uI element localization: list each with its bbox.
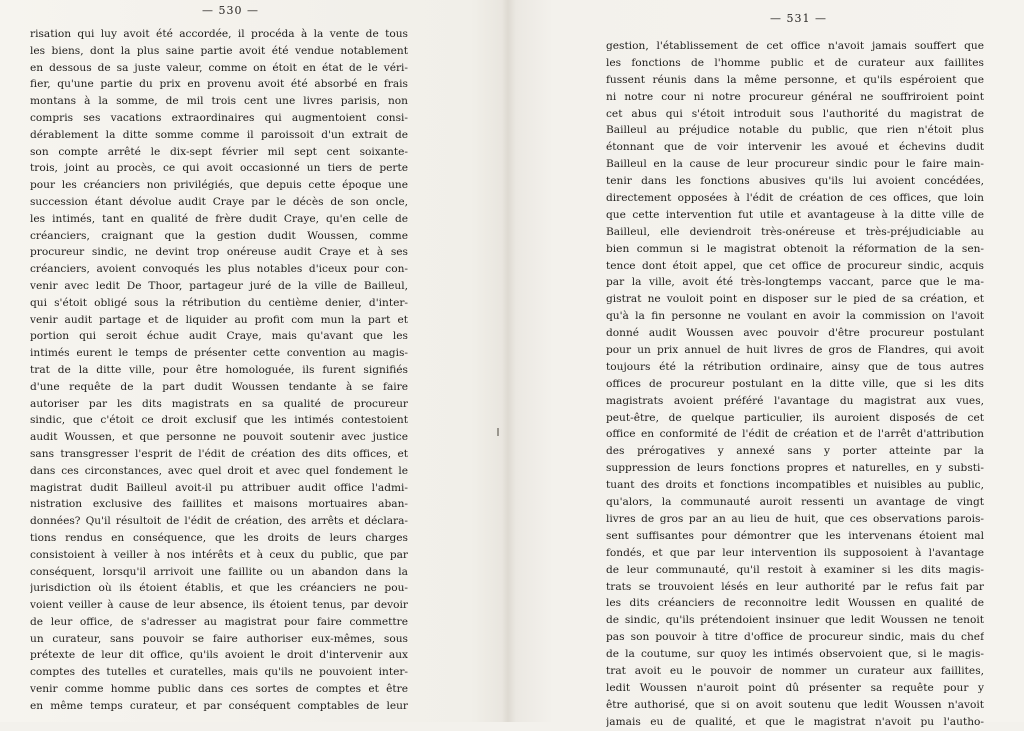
- text-line: qui s'étoit obligé sous la rétribution du centième denier, d'inter-: [30, 296, 408, 309]
- left-page-number: — 530 —: [202, 4, 259, 17]
- text-line: pas son pouvoir à titre d'office de procureur sindic, mais du chef: [606, 631, 984, 644]
- text-line: les dits créanciers de reconnoitre ledit Woussen en qualité de: [606, 597, 984, 610]
- text-line: qu'alors, la communauté auroit ressenti un avantage de vingt: [606, 496, 984, 509]
- text-line: tenir dans les fonctions abusives qu'ils lui avoient concédées,: [606, 175, 984, 188]
- right-page-text: [606, 38, 984, 731]
- text-line: bien commun si le magistrat obtenoit la réformation de la sen-: [606, 242, 984, 255]
- text-line: gestion, l'établissement de cet office n'avoit jamais souffert que: [606, 40, 984, 52]
- text-line: un curateur, sans pouvoir se faire authoriser eux-mêmes, sous: [30, 632, 408, 645]
- text-line: peut-être, de quelque particulier, ils auroient disposés de cet: [606, 411, 984, 424]
- text-line: directement opposées à l'édit de création de ces offices, que loin: [606, 192, 984, 205]
- text-line: succession étant dévolue audit Craye par le décès de son oncle,: [30, 195, 408, 208]
- text-line: trois, joint au procès, ce qui avoit occasionné un tiers de perte: [30, 162, 408, 175]
- text-line: pour les créanciers non privilégiés, que depuis cette époque une: [30, 179, 408, 192]
- text-line: d'une requête de la part dudit Woussen tendante à se faire: [30, 380, 408, 393]
- text-line: autoriser par les dits magistrats en sa qualité de procureur: [30, 397, 408, 410]
- text-line: qu'à la fin personne ne voulant en avoir la commission on l'avoit: [606, 310, 984, 323]
- text-line: les fonctions de l'homme public et de curateur aux faillites: [606, 56, 984, 69]
- text-line: tions rendus en conséquence, que les droits de leurs charges: [30, 531, 408, 544]
- text-line: que cette intervention fut utile et avantageuse à la ditte ville de: [606, 208, 984, 221]
- text-line: pour un prix annuel de huit livres de gros de Flandres, qui avoit: [606, 344, 984, 357]
- text-line: fondés, et que par leur intervention ils supposoient à l'avantage: [606, 546, 984, 559]
- text-line: étonnant que de voir intervenir les avoué et échevins dudit: [606, 141, 984, 154]
- text-line: trats se trouvoient lésés en leur authorité par le refus fait par: [606, 580, 984, 593]
- text-line: portion qui seroit échue audit Craye, mais qu'avant que les: [30, 330, 408, 343]
- text-line: montans à la somme, de mil trois cent une livres parisis, non: [30, 95, 408, 108]
- text-line: office en conformité de l'édit de création et de l'arrêt d'attribution: [606, 428, 984, 441]
- text-line: sindic, que c'étoit ce droit exclusif que les intimés contestoient: [30, 414, 408, 427]
- text-line: des prérogatives y annexé sans y porter atteinte par la: [606, 445, 984, 458]
- text-line: jamais eu de qualité, et que le magistrat n'avoit pu l'autho-: [606, 715, 984, 728]
- left-page: [0, 0, 500, 722]
- text-line: compris ses vacations extraordinaires qui augmentoient consi-: [30, 111, 408, 124]
- text-line: créanciers, craignant que la gestion dudit Woussen, comme: [30, 229, 408, 242]
- text-line: jurisdiction où ils étoient établis, et que les créanciers ne pou-: [30, 582, 408, 595]
- text-line: magistrats avoient préféré l'avantage du magistrat aux vues,: [606, 394, 984, 407]
- text-line: intimés eurent le temps de présenter cette convention au magis-: [30, 347, 408, 360]
- text-line: fier, qu'une partie du prix en provenu avoit été absorbé en frais: [30, 78, 408, 91]
- text-line: comptes des tutelles et curatelles, mais qu'ils ne pouvoient inter-: [30, 666, 408, 679]
- text-line: consistoient à veiller à nos intérêts et à ceux du public, que par: [30, 548, 408, 561]
- text-line: ledit Woussen n'auroit point dû présenter sa requête pour y: [606, 681, 984, 694]
- text-line: conséquent, lorsqu'il arrivoit une faillite ou un abandon dans la: [30, 565, 408, 578]
- text-line: de la coutume, sur quoy les intimés observoient que, si le magis-: [606, 648, 984, 661]
- text-line: venir audit partage et de liquider au profit com mun la part et: [30, 313, 408, 326]
- text-line: risation qui luy avoit été accordée, il procéda à la vente de tous: [30, 28, 408, 40]
- text-line: être authorisé, que si on avoit soutenu que ledit Woussen n'avoit: [606, 698, 984, 711]
- text-line: cet abus qui s'étoit introduit sous l'authorité du magistrat de: [606, 107, 984, 120]
- text-line: trat de la ditte ville, pour être homologuée, ils furent signifiés: [30, 363, 408, 376]
- text-line: toujours été la rétribution ordinaire, ainsy que de tous autres: [606, 360, 984, 373]
- text-line: fussent réunis dans la même personne, et qu'ils espéroient que: [606, 73, 984, 86]
- text-line: Bailleul en la cause de leur procureur sindic pour le faire main-: [606, 158, 984, 171]
- left-page-text: [30, 26, 408, 715]
- text-line: les biens, dont la plus saine partie avoit été vendue notablement: [30, 44, 408, 57]
- text-line: Bailleul au préjudice notable du public, que rien n'étoit plus: [606, 124, 984, 137]
- text-line: tuant des droits et fonctions incompatibles et nuisibles au public,: [606, 479, 984, 492]
- text-line: venir comme homme public dans ces sortes de comptes et être: [30, 683, 408, 696]
- text-line: voient veiller à cause de leur absence, ils étoient tenus, par devoir: [30, 599, 408, 612]
- text-line: suppression de leurs fonctions propres et naturelles, en y substi-: [606, 462, 984, 475]
- text-line: créanciers, avoient convoqués les plus notables d'iceux pour con-: [30, 263, 408, 276]
- text-line: prétexte de leur dit office, qu'ils avoient le droit d'intervenir aux: [30, 649, 408, 662]
- text-line: les intimés, tant en qualité de frère dudit Craye, qu'en celle de: [30, 212, 408, 225]
- text-line: sent suffisantes pour démontrer que les intervenans étoient mal: [606, 529, 984, 542]
- text-line: magistrat dudit Bailleul avoit-il pu attribuer audit office l'admi-: [30, 481, 408, 494]
- text-line: dans ces circonstances, avec quel droit et avec quel fondement le: [30, 464, 408, 477]
- text-line: en dessous de sa juste valeur, comme on étoit en état de le véri-: [30, 61, 408, 74]
- text-line: nistration exclusive des faillites et maisons mortuaires aban-: [30, 498, 408, 511]
- text-line: de leur office, de s'adresser au magistrat pour faire commettre: [30, 615, 408, 628]
- text-line: de sindic, qu'ils prétendoient insinuer que ledit Woussen ne tenoit: [606, 614, 984, 627]
- right-page: [508, 0, 1024, 728]
- text-line: audit Woussen, et que personne ne pouvoit soutenir avec justice: [30, 431, 408, 444]
- text-line: par la ville, avoit été très-longtemps vaccant, parce que le ma-: [606, 276, 984, 289]
- text-line: Bailleul, elle deviendroit très-onéreuse et très-préjudiciable au: [606, 225, 984, 238]
- text-line: son compte arrêté le dix-sept février mil sept cent soixante-: [30, 145, 408, 158]
- text-line: ni notre cour ni notre procureur général ne souffriroient point: [606, 90, 984, 103]
- text-line: gistrat ne vouloit point en disposer sur le pied de sa création, et: [606, 293, 984, 306]
- text-line: procureur sindic, ne devint trop onéreuse audit Craye et à ses: [30, 246, 408, 259]
- text-line: livres de gros par an au lieu de huit, que ces observations parois-: [606, 512, 984, 525]
- gutter-mark: [497, 428, 499, 436]
- text-line: de leur communauté, qu'il restoit à examiner si les dits magis-: [606, 563, 984, 576]
- text-line: sans transgresser l'esprit de l'édit de création des dits offices, et: [30, 447, 408, 460]
- text-line: venir avec ledit De Thoor, partageur juré de la ville de Bailleul,: [30, 279, 408, 292]
- text-line: donné audit Woussen avec pouvoir d'être procureur postulant: [606, 327, 984, 340]
- text-line: en même temps curateur, et par conséquent comptables de leur: [30, 699, 408, 712]
- text-line: tence dont étoit appel, que cet office de procureur sindic, acquis: [606, 259, 984, 272]
- text-line: données? Qu'il résultoit de l'édit de création, des arrêts et déclara-: [30, 515, 408, 528]
- text-line: trat avoit eu le pouvoir de nommer un curateur aux faillites,: [606, 664, 984, 677]
- text-line: dérablement la ditte somme comme il paroissoit d'un extrait de: [30, 128, 408, 141]
- text-line: offices de procureur postulant en la ditte ville, que si les dits: [606, 377, 984, 390]
- right-page-number: — 531 —: [770, 12, 827, 25]
